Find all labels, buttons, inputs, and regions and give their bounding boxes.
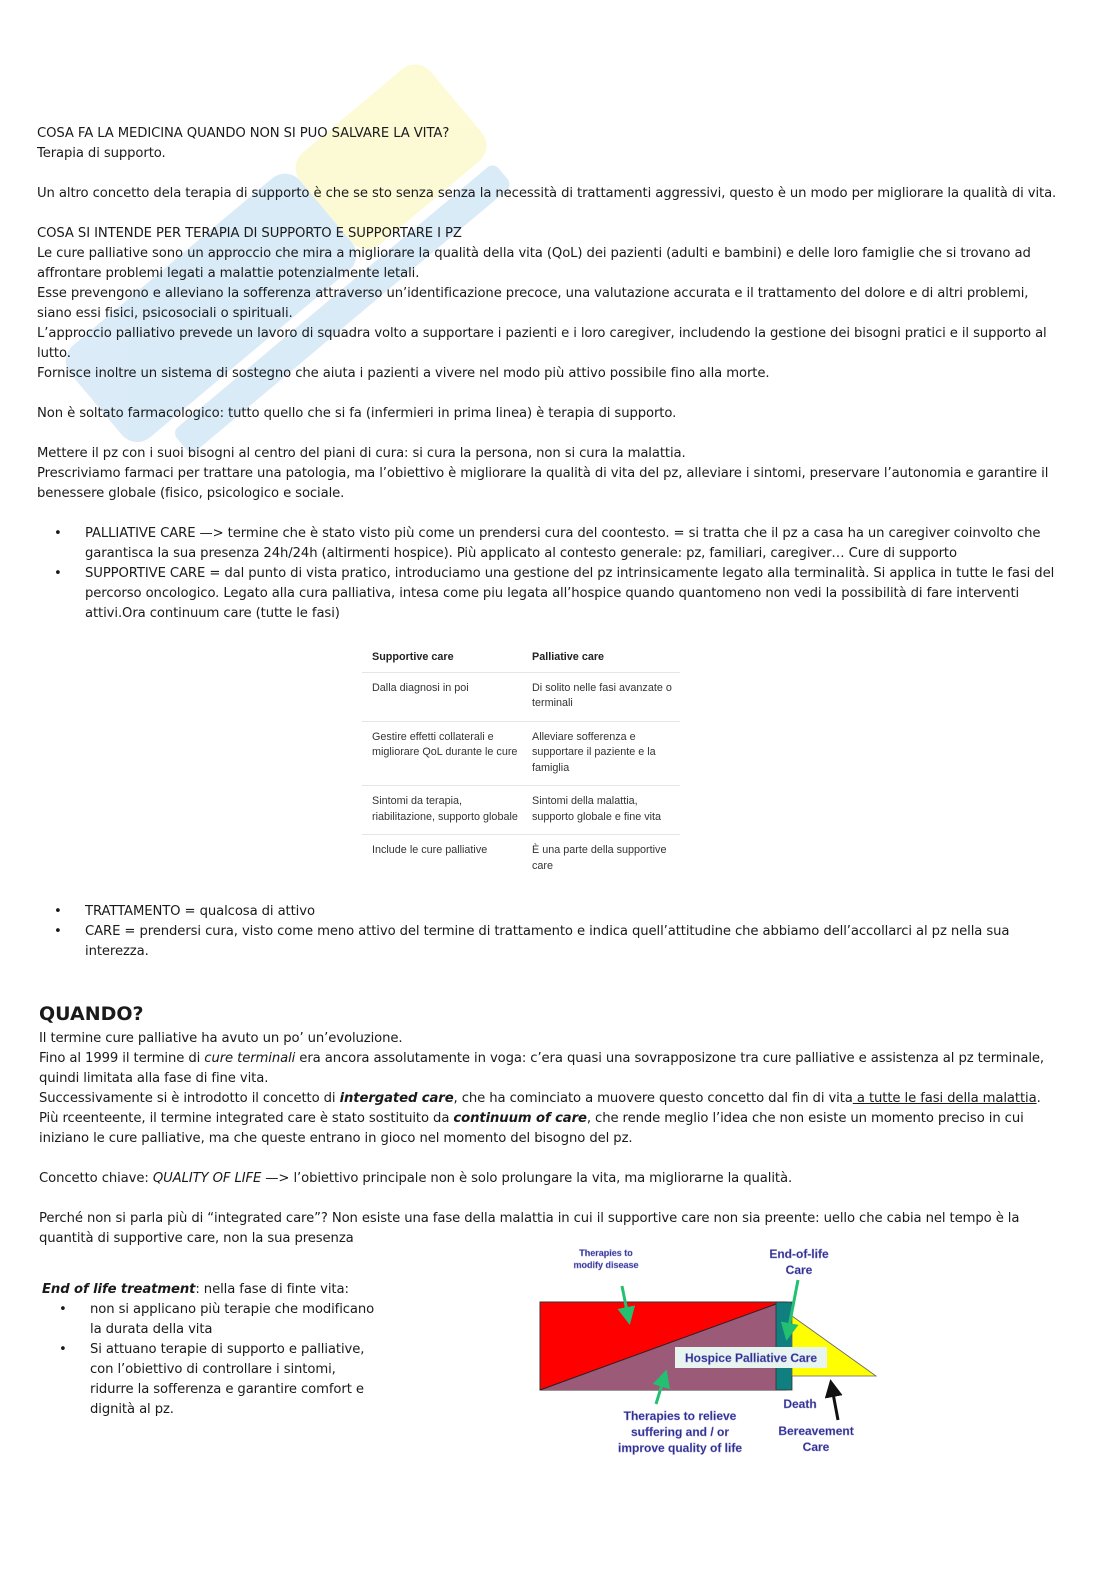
care-definitions xyxy=(37,902,1062,962)
list-item: • SUPPORTIVE CARE = dal punto di vista pratico, introduciamo una gestione del pz intrinsicamente legato alla terminalità. Si applica in tutte le fasi del percorso oncologico. Legato alla cura palliativa, intesa come piu legata all’hospice quando quantomeno non vedi la possibilità di fare interventi attivi.Ora continuum care (tutte le fasi) xyxy=(37,564,1062,624)
column-header: Supportive care xyxy=(362,646,522,672)
column-header: Palliative care xyxy=(522,646,680,672)
question-heading: COSA SI INTENDE PER TERAPIA DI SUPPORTO E SUPPORTARE I PZ xyxy=(37,226,462,241)
paragraph xyxy=(42,1280,382,1300)
table-row xyxy=(362,786,680,835)
list-item: • TRATTAMENTO = qualcosa di attivo xyxy=(37,902,1062,922)
list-item: • CARE = prendersi cura, visto come meno attivo del termine di trattamento e indica quell’attitudine che abbiamo dell’accollarci al pz nella sua interezza. xyxy=(37,922,1062,962)
modify-label: Therapies to xyxy=(579,1248,633,1258)
bullet-list xyxy=(37,524,1062,624)
table-cell: Sintomi della malattia, supporto globale e fine vita xyxy=(522,786,680,835)
paragraph: Prescriviamo farmaci per trattare una patologia, ma l’obiettivo è migliorare la qualità di vita del pz, alleviare i sintomi, preservare l’autonomia e garantire il benessere globale (fisico, psicologico e sociale. xyxy=(37,466,1049,501)
paragraph: Esse prevengono e alleviano la sofferenza attraverso un’identificazione precoce, una valutazione accurata e il trattamento del dolore e di altri problemi, siano essi fisici, psicosociali o spirituali. xyxy=(37,286,1029,321)
paragraph: Perché non si parla più di “integrated care”? Non esiste una fase della malattia in cui il supportive care non sia preente: uello che cabia nel tempo è la quantità di supportive care, non la sua presenza xyxy=(39,1211,1020,1246)
section-heading-quando: QUANDO? xyxy=(39,1003,144,1025)
quando-section xyxy=(39,1029,1064,1249)
text: Concetto chiave: xyxy=(39,1171,153,1186)
paragraph: Fornisce inoltre un sistema di sostegno che aiuta i pazienti a vivere nel modo più attivo possibile fino alla morte. xyxy=(37,366,770,381)
text: Più rceenteente, il termine integrated care è stato sostituito da xyxy=(39,1111,454,1126)
table-row xyxy=(362,835,680,884)
paragraph xyxy=(39,1109,1064,1149)
table-cell: Di solito nelle fasi avanzate o terminali xyxy=(522,672,680,721)
care-continuum-diagram xyxy=(530,1240,890,1460)
text: Successivamente si è introdotto il concetto di xyxy=(39,1091,340,1106)
relieve-label: improve quality of life xyxy=(617,1441,743,1455)
text: —> l’obiettivo principale non è solo prolungare la vita, ma migliorarne la qualità. xyxy=(261,1171,793,1186)
paragraph: Mettere il pz con i suoi bisogni al centro del piani di cura: si cura la persona, non si cura la malattia. xyxy=(37,446,686,461)
paragraph xyxy=(39,1049,1064,1089)
emphasis: continuum of care xyxy=(453,1111,587,1126)
paragraph: Un altro concetto dela terapia di supporto è che se sto senza senza la necessità di trattamenti aggressivi, questo è un modo per migliorare la qualità di vita. xyxy=(37,186,1057,201)
end-of-life-band xyxy=(776,1302,792,1390)
table-cell: Sintomi da terapia, riabilitazione, supporto globale xyxy=(362,786,522,835)
paragraph: Non è soltato farmacologico: tutto quello che si fa (infermieri in prima linea) è terapia di supporto. xyxy=(37,406,677,421)
paragraph: L’approccio palliativo prevede un lavoro di squadra volto a supportare i pazienti e i loro caregiver, includendo la gestione dei bisogni pratici e il supporto al lutto. xyxy=(37,326,1047,361)
text: , che ha cominciato a muovere questo concetto dal fin di vita xyxy=(453,1091,853,1106)
text: , che rende meglio l’idea che non esiste un momento preciso in cui iniziano le cure palliative, ma che queste entrano in gioco nel momento del bisogno del pz. xyxy=(39,1111,1024,1146)
bereavement-label: Care xyxy=(802,1440,830,1454)
emphasis: cure terminali xyxy=(204,1051,296,1066)
hospice-label: Hospice Palliative Care xyxy=(684,1351,818,1365)
eol-label: End-of-life xyxy=(769,1247,829,1261)
table-cell: È una parte della supportive care xyxy=(532,844,667,872)
end-of-life-section xyxy=(42,1280,382,1420)
list-item: • non si applicano più terapie che modificano la durata della vita xyxy=(42,1300,382,1340)
table-cell: Dalla diagnosi in poi xyxy=(362,672,522,721)
text: . xyxy=(1036,1091,1041,1106)
table-cell: Include le cure palliative xyxy=(372,844,488,856)
table-row xyxy=(362,721,680,786)
table-cell: Alleviare sofferenza e supportare il paziente e la famiglia xyxy=(522,721,680,786)
text: era ancora assolutamente in voga: c’era quasi una sovrapposizone tra cure palliative e assistenza al pz terminale, quindi limitata alla fase di fine vita. xyxy=(39,1051,1045,1086)
list-item: • PALLIATIVE CARE —> termine che è stato visto più come un prendersi cura del coontesto. = si tratta che il pz a casa ha un caregiver coinvolto che garantisca la sua presenza 24h/24h (altirmenti hospice). Più applicato al contesto generale: pz, familiari, caregiver… Cure di supporto xyxy=(37,524,1062,564)
text: Fino al 1999 il termine di xyxy=(39,1051,205,1066)
table-row xyxy=(362,672,680,721)
emphasis: intergated care xyxy=(339,1091,454,1106)
paragraph xyxy=(39,1089,1064,1109)
emphasis: End of life treatment xyxy=(42,1282,196,1297)
list-item: • Si attuano terapie di supporto e palliative, con l’obiettivo di controllare i sintomi, ridurre la sofferenza e garantire comfort e dignità al pz. xyxy=(42,1340,382,1420)
paragraph: Le cure palliative sono un approccio che mira a migliorare la qualità della vita (QoL) dei pazienti (adulti e bambini) e delle loro famiglie che si trovano ad affrontare problemi legati a malattie potenzialmente letali. xyxy=(37,246,1031,281)
eol-label: Care xyxy=(785,1263,813,1277)
underlined-text: a tutte le fasi della malattia xyxy=(852,1091,1037,1106)
comparison-table xyxy=(362,646,680,883)
paragraph: Il termine cure palliative ha avuto un po’ un’evoluzione. xyxy=(39,1031,403,1046)
relieve-label: Therapies to relieve xyxy=(623,1409,737,1423)
bullet-list xyxy=(37,902,1062,962)
question-heading: COSA FA LA MEDICINA QUANDO NON SI PUO SALVARE LA VITA? xyxy=(37,126,450,141)
emphasis: QUALITY OF LIFE xyxy=(152,1171,262,1186)
death-label: Death xyxy=(783,1397,817,1411)
arrow-icon xyxy=(832,1388,838,1420)
modify-label: modify disease xyxy=(573,1260,639,1270)
intro-section xyxy=(37,124,1062,624)
text: : nella fase di finte vita: xyxy=(195,1282,349,1297)
paragraph: Terapia di supporto. xyxy=(37,146,166,161)
bereavement-label: Bereavement xyxy=(778,1424,854,1438)
table-header-row xyxy=(362,646,680,672)
relieve-label: suffering and / or xyxy=(630,1425,730,1439)
table-cell: Gestire effetti collaterali e migliorare QoL durante le cure xyxy=(362,721,522,786)
bullet-list xyxy=(42,1300,382,1420)
paragraph xyxy=(39,1169,1064,1189)
